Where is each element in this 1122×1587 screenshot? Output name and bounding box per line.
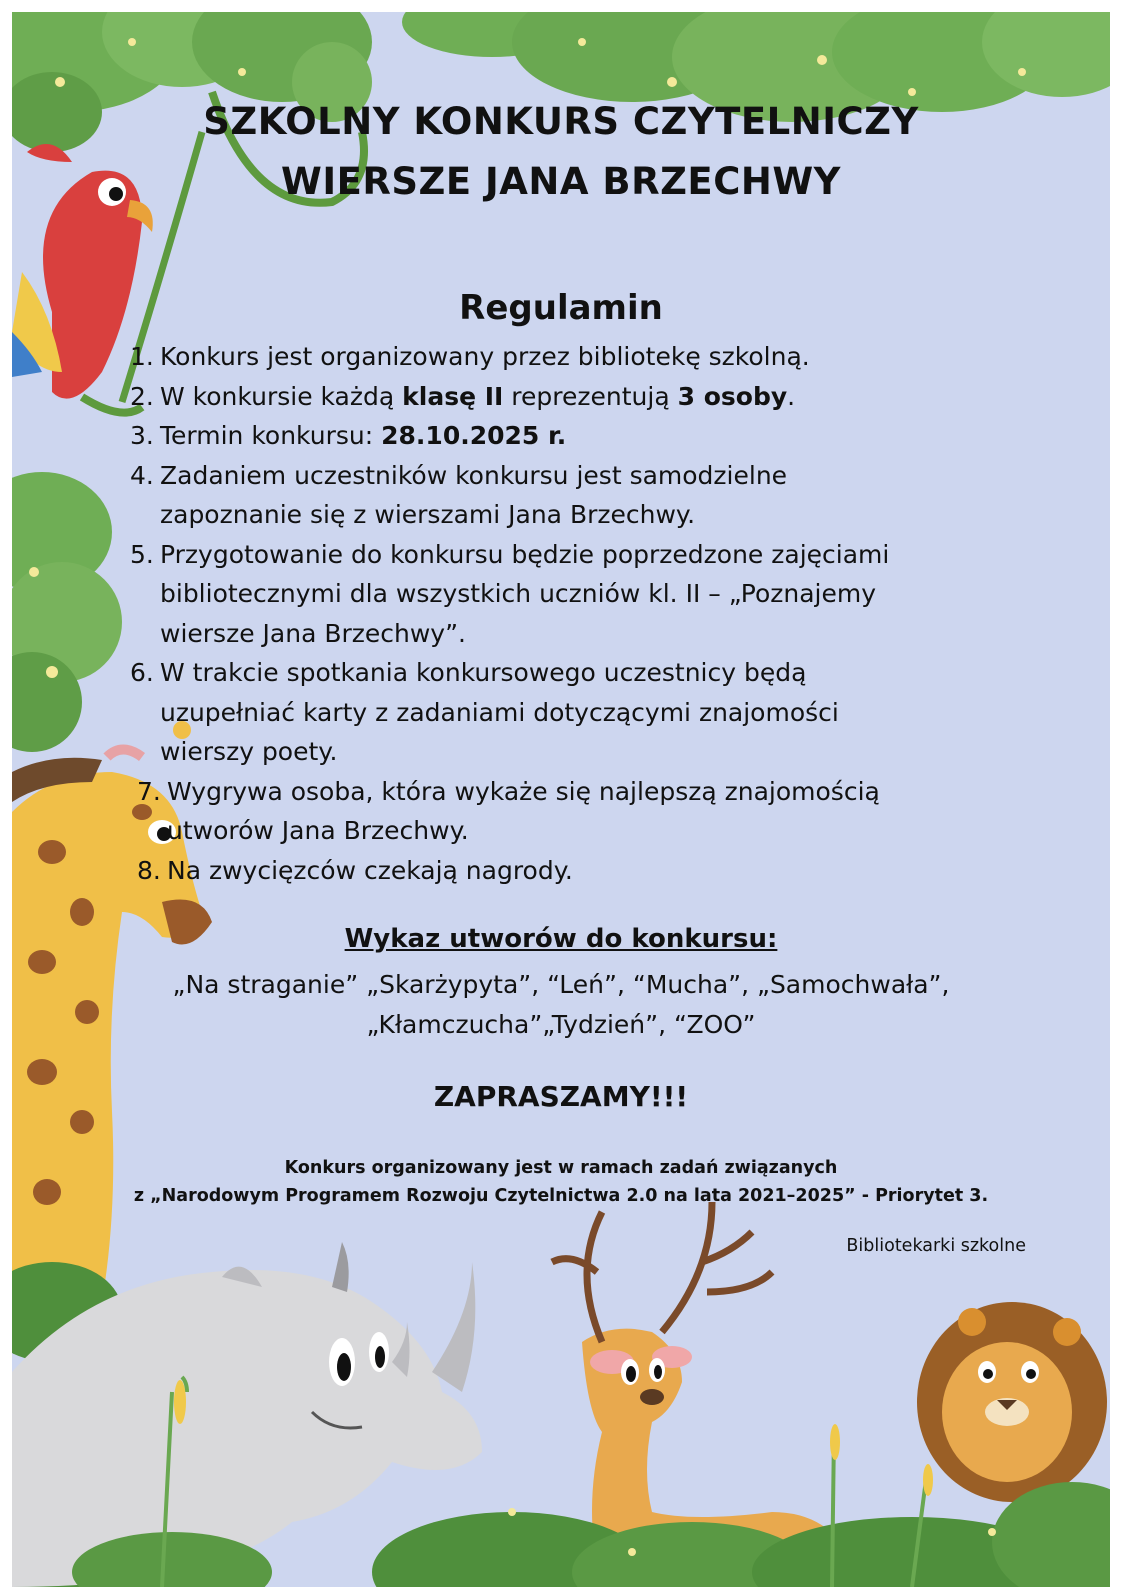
footnote-line-1: Konkurs organizowany jest w ramach zadań związanych [284,1158,838,1178]
rule-1 [130,337,990,377]
rule-text: W konkursie każdą [160,381,403,411]
rule-number: 5. [130,539,154,569]
rule-4 [130,456,990,535]
rule-5 [130,535,990,654]
rule-2 [130,377,990,417]
contest-date: 28.10.2025 r. [381,421,567,450]
rule-text-line: utworów Jana Brzechwy. [167,816,469,845]
rule-number: 3. [130,421,154,450]
rule-text-line: Przygotowanie do konkursu będzie poprzedzone zajęciami [160,539,890,569]
works-list [112,965,1010,1045]
rule-text-line: wiersze Jana Brzechwy”. [160,618,466,648]
rule-number: 1. [130,342,154,371]
rules-list [130,337,990,890]
rule-text-line: wierszy poety. [160,737,338,766]
rule-text: . [787,381,796,411]
rule-6 [130,653,990,772]
rule-number: 8. [137,855,161,885]
rule-3 [130,416,990,456]
poster [12,12,1110,1587]
rule-text-line: Wygrywa osoba, która wykaże się najlepszą znajomością [167,776,880,806]
invitation-text: ZAPRASZAMY!!! [433,1080,689,1113]
rule-text-bold: 3 osoby [677,381,788,411]
works-heading: Wykaz utworów do konkursu: [344,924,778,954]
rule-text-bold: klasę II [402,381,504,411]
rule-text: reprezentują [503,381,678,411]
works-line-1: „Na straganie” „Skarżypyta”, “Leń”, “Mucha”, „Samochwała”, [172,970,950,999]
rule-text: Na zwycięzców czekają nagrody. [167,855,573,885]
footnote-line-2: z „Narodowym Programem Rozwoju Czytelnictwa 2.0 na lata 2021–2025” - Priorytet 3. [133,1186,989,1206]
rule-number: 2. [130,381,154,411]
rule-number: 7. [137,776,161,806]
rule-text: Konkurs jest organizowany przez bibliotekę szkolną. [160,342,810,371]
rule-8 [130,851,990,891]
rule-text-line: zapoznanie się z wierszami Jana Brzechwy. [160,500,696,529]
rule-text-line: uzupełniać karty z zadaniami dotyczącymi znajomości [160,697,839,727]
works-line-2: „Kłamczucha”„Tydzień”, “ZOO” [366,1010,756,1039]
title-line-2: WIERSZE JANA BRZECHWY [281,160,841,203]
signature: Bibliotekarki szkolne [846,1236,1026,1256]
rule-7 [130,772,990,851]
left-foliage [12,472,122,752]
rule-number: 6. [130,658,154,687]
rule-text-line: W trakcie spotkania konkursowego uczestnicy będą [160,658,807,687]
rule-number: 4. [130,460,154,490]
rule-text: Termin konkursu: [160,421,382,450]
title-line-1: SZKOLNY KONKURS CZYTELNICZY [203,100,919,143]
rule-text-line: bibliotecznymi dla wszystkich uczniów kl. II – „Poznajemy [160,579,877,608]
rule-text-line: Zadaniem uczestników konkursu jest samodzielne [160,460,788,490]
regulations-heading: Regulamin [459,288,663,328]
program-footnote [12,1154,1110,1210]
